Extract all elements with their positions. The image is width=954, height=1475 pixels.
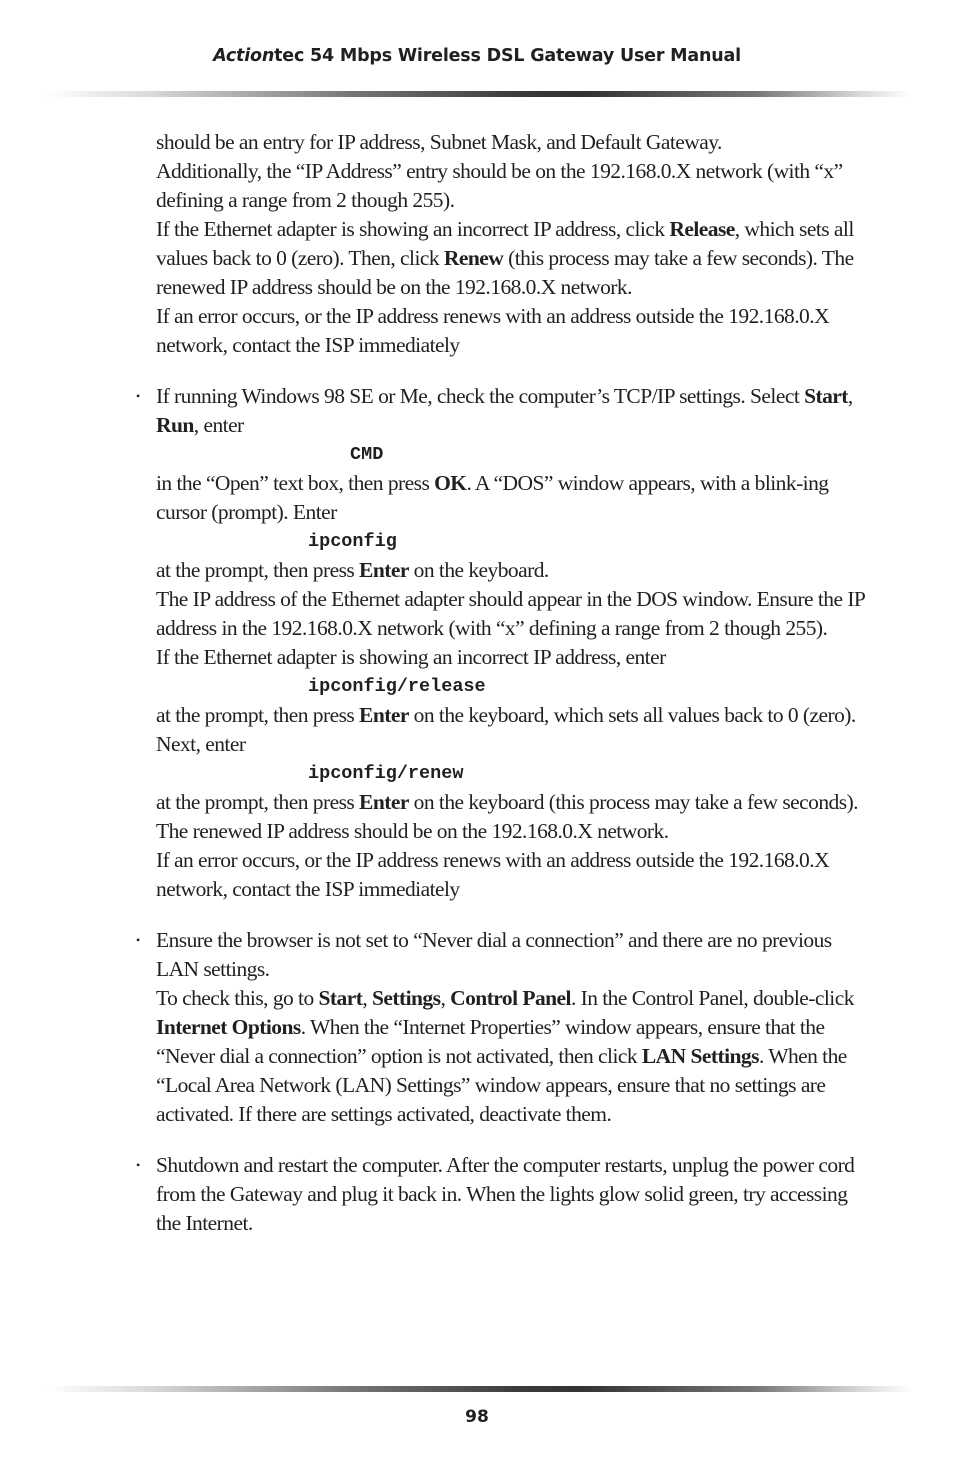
b1-para-6: at the prompt, then press Enter on the keyboard, which sets all values back to 0 (zero). Next, enter [156, 703, 856, 756]
bullet-browser-settings [136, 926, 868, 1129]
bullet-windows-98 [136, 382, 868, 904]
b1-para-4: The IP address of the Ethernet adapter should appear in the DOS window. Ensure the IP address in the 192.168.0.X network (with “x” defining a range from 2 though 255). [156, 587, 865, 640]
b1-para-7: at the prompt, then press Enter on the keyboard (this process may take a few seconds). The renewed IP address should be on the 192.168.0.X network. [156, 790, 859, 843]
bullet-icon: • [136, 933, 140, 947]
release-term: Release [669, 217, 735, 241]
intro-section [156, 128, 868, 360]
bullet-icon: • [136, 389, 140, 403]
b1-para-8: If an error occurs, or the IP address renews with an address outside the 192.168.0.X network, contact the ISP immediately [156, 848, 830, 901]
intro-line-4: If an error occurs, or the IP address renews with an address outside the 192.168.0.X network, contact the ISP immediately [156, 304, 830, 357]
running-header [0, 46, 954, 66]
code-ipconfig: ipconfig [308, 531, 397, 552]
page-body [136, 128, 868, 1238]
header-rule [46, 91, 912, 97]
code-ipconfig-release: ipconfig/release [308, 676, 486, 697]
b1-para-5: If the Ethernet adapter is showing an incorrect IP address, enter [156, 645, 666, 669]
bullet-restart [136, 1151, 868, 1238]
intro-line-1: should be an entry for IP address, Subnet Mask, and Default Gateway. [156, 130, 722, 154]
renew-term: Renew [443, 246, 504, 270]
code-cmd: CMD [350, 444, 384, 465]
b2-para-2: To check this, go to Start, Settings, Control Panel. In the Control Panel, double-click Internet Options. When the “Internet Properties” window appears, ensure that the “Never dial a connection” option is not activated, then click LAN Settings. When the “Local Area Network (LAN) Settings” window appears, ensure that no settings are activated. If there are settings activated, deactivate them. [156, 986, 854, 1126]
b3-para-1: Shutdown and restart the computer. After the computer restarts, unplug the power cord from the Gateway and plug it back in. When the lights glow solid green, try accessing the Internet. [156, 1153, 855, 1235]
b1-para-1: If running Windows 98 SE or Me, check the computer’s TCP/IP settings. Select Start, Run, enter [156, 384, 853, 437]
b1-para-3: at the prompt, then press Enter on the keyboard. [156, 558, 549, 582]
b1-para-2: in the “Open” text box, then press OK. A “DOS” window appears, with a blink-ing cursor (prompt). Enter [156, 471, 829, 524]
footer-rule [46, 1386, 912, 1392]
code-ipconfig-renew: ipconfig/renew [308, 763, 464, 784]
b2-para-1: Ensure the browser is not set to “Never dial a connection” and there are no previous LAN settings. [156, 928, 832, 981]
intro-line-3: If the Ethernet adapter is showing an incorrect IP address, click Release, which sets all values back to 0 (zero). Then, click Renew (this process may take a few seconds). The renewed IP address should be on the 192.168.0.X network. [156, 217, 854, 299]
header-brand: Action [213, 46, 275, 66]
page-number: 98 [465, 1407, 489, 1427]
bullet-icon: • [136, 1158, 140, 1172]
intro-line-2: Additionally, the “IP Address” entry should be on the 192.168.0.X network (with “x” defining a range from 2 though 255). [156, 159, 843, 212]
header-title: tec 54 Mbps Wireless DSL Gateway User Manual [274, 46, 741, 66]
